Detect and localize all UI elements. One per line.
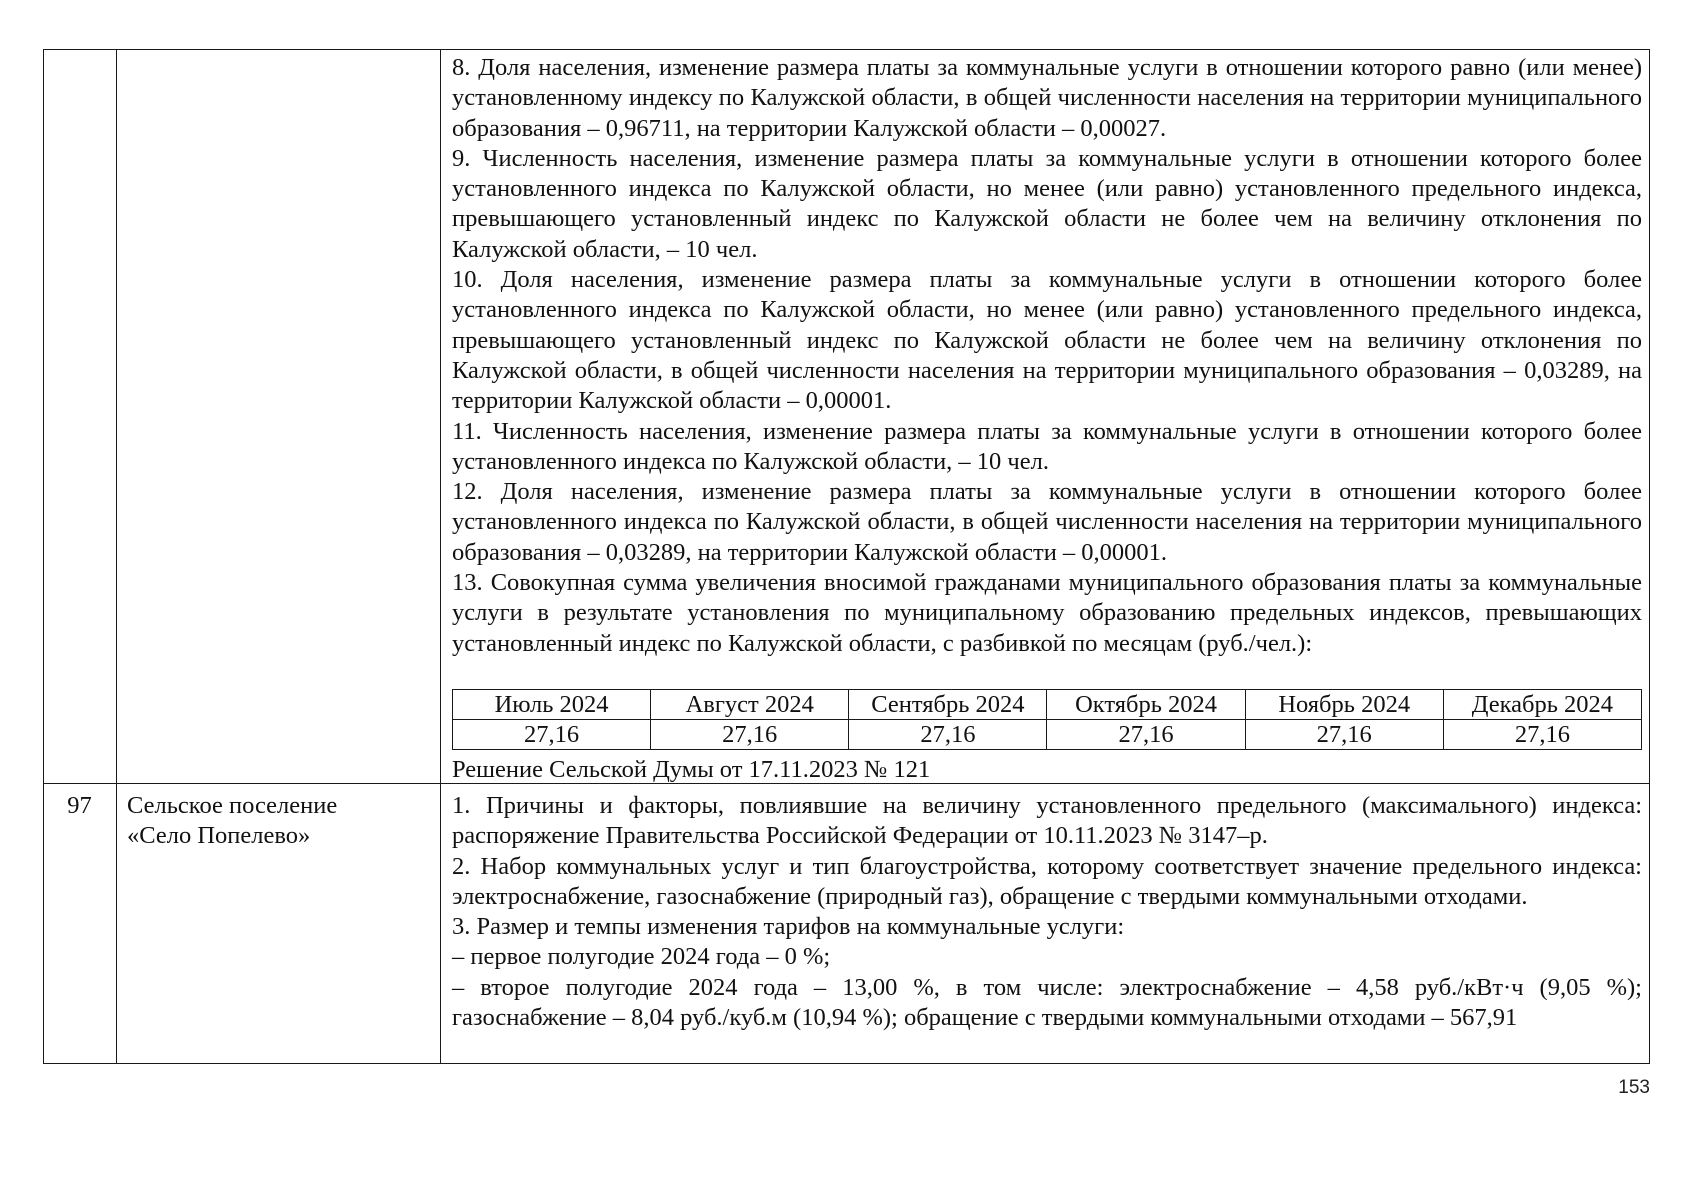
row-97-content <box>452 791 1642 1033</box>
table-header-row <box>453 690 1642 720</box>
paragraph-3-second-half: – второе полугодие 2024 года – 13,00 %, в том числе: электроснабжение – 4,58 руб./кВт·ч (9,05 %); газоснабжение – 8,04 руб./куб.м (10,94 %); обращение с твердыми коммунальными отходами – 567,91 <box>452 973 1642 1032</box>
paragraph-1: 1. Причины и факторы, повлиявшие на величину установленного предельного (максимального) индекса: распоряжение Правительства Российской Федерации от 10.11.2023 № 3147–р. <box>452 792 1642 850</box>
prev-row-content <box>452 53 1642 659</box>
month-value: 27,16 <box>1443 720 1641 750</box>
table-row <box>453 720 1642 750</box>
decision-reference: Решение Сельской Думы от 17.11.2023 № 121 <box>452 756 931 783</box>
row-number: 97 <box>67 792 92 819</box>
paragraph-11: 11. Численность населения, изменение размера платы за коммунальные услуги в отношении которого более установленного индекса по Калужской области, – 10 чел. <box>452 417 1642 475</box>
month-header: Август 2024 <box>651 690 849 720</box>
column-divider-number <box>116 49 117 1064</box>
month-header: Декабрь 2024 <box>1443 690 1641 720</box>
paragraph-13: 13. Совокупная сумма увеличения вносимой гражданами муниципального образования платы за коммунальные услуги в результате установления по муниципальному образованию предельных индексов, превышающих установленный индекс по Калужской области, с разбивкой по месяцам (руб./чел.): <box>452 569 1642 657</box>
municipality-name-line2: «Село Попелево» <box>127 822 311 849</box>
municipality-name <box>127 791 427 851</box>
month-value: 27,16 <box>1047 720 1245 750</box>
month-header: Сентябрь 2024 <box>849 690 1047 720</box>
paragraph-12: 12. Доля населения, изменение размера платы за коммунальные услуги в отношении которого более установленного индекса по Калужской области, в общей численности населения на территории муниципального образования – 0,03289, на территории Калужской области – 0,00001. <box>452 478 1642 566</box>
month-header: Июль 2024 <box>453 690 651 720</box>
column-divider-name <box>440 49 441 1064</box>
month-value: 27,16 <box>1245 720 1443 750</box>
month-header: Ноябрь 2024 <box>1245 690 1443 720</box>
paragraph-3-first-half: – первое полугодие 2024 года – 0 %; <box>452 943 831 971</box>
month-value: 27,16 <box>651 720 849 750</box>
paragraph-8: 8. Доля населения, изменение размера платы за коммунальные услуги в отношении которого равно (или менее) установленному индексу по Калужской области, в общей численности населения на территории муниципального образования – 0,96711, на территории Калужской области – 0,00027. <box>452 54 1642 142</box>
paragraph-10: 10. Доля населения, изменение размера платы за коммунальные услуги в отношении которого более установленного индекса по Калужской области, но менее (или равно) установленного предельного индекса, превышающего установленный индекс по Калужской области не более чем на величину отклонения по Калужской области, в общей численности населения на территории муниципального образования – 0,03289, на территории Калужской области – 0,00001. <box>452 266 1642 415</box>
municipality-name-line1: Сельское поселение <box>127 792 338 819</box>
paragraph-9: 9. Численность населения, изменение размера платы за коммунальные услуги в отношении которого более установленного индекса по Калужской области, но менее (или равно) установленного предельного индекса, превышающего установленный индекс по Калужской области не более чем на величину отклонения по Калужской области, – 10 чел. <box>452 144 1642 263</box>
month-value: 27,16 <box>453 720 651 750</box>
page-number: 153 <box>1618 1077 1650 1098</box>
paragraph-2: 2. Набор коммунальных услуг и тип благоустройства, которому соответствует значение предельного индекса: электроснабжение, газоснабжение (природный газ), обращение с твердыми коммунальными отходами. <box>452 852 1642 910</box>
monthly-increase-table <box>452 689 1642 750</box>
month-header: Октябрь 2024 <box>1047 690 1245 720</box>
month-value: 27,16 <box>849 720 1047 750</box>
paragraph-3: 3. Размер и темпы изменения тарифов на коммунальные услуги: <box>452 913 1125 941</box>
